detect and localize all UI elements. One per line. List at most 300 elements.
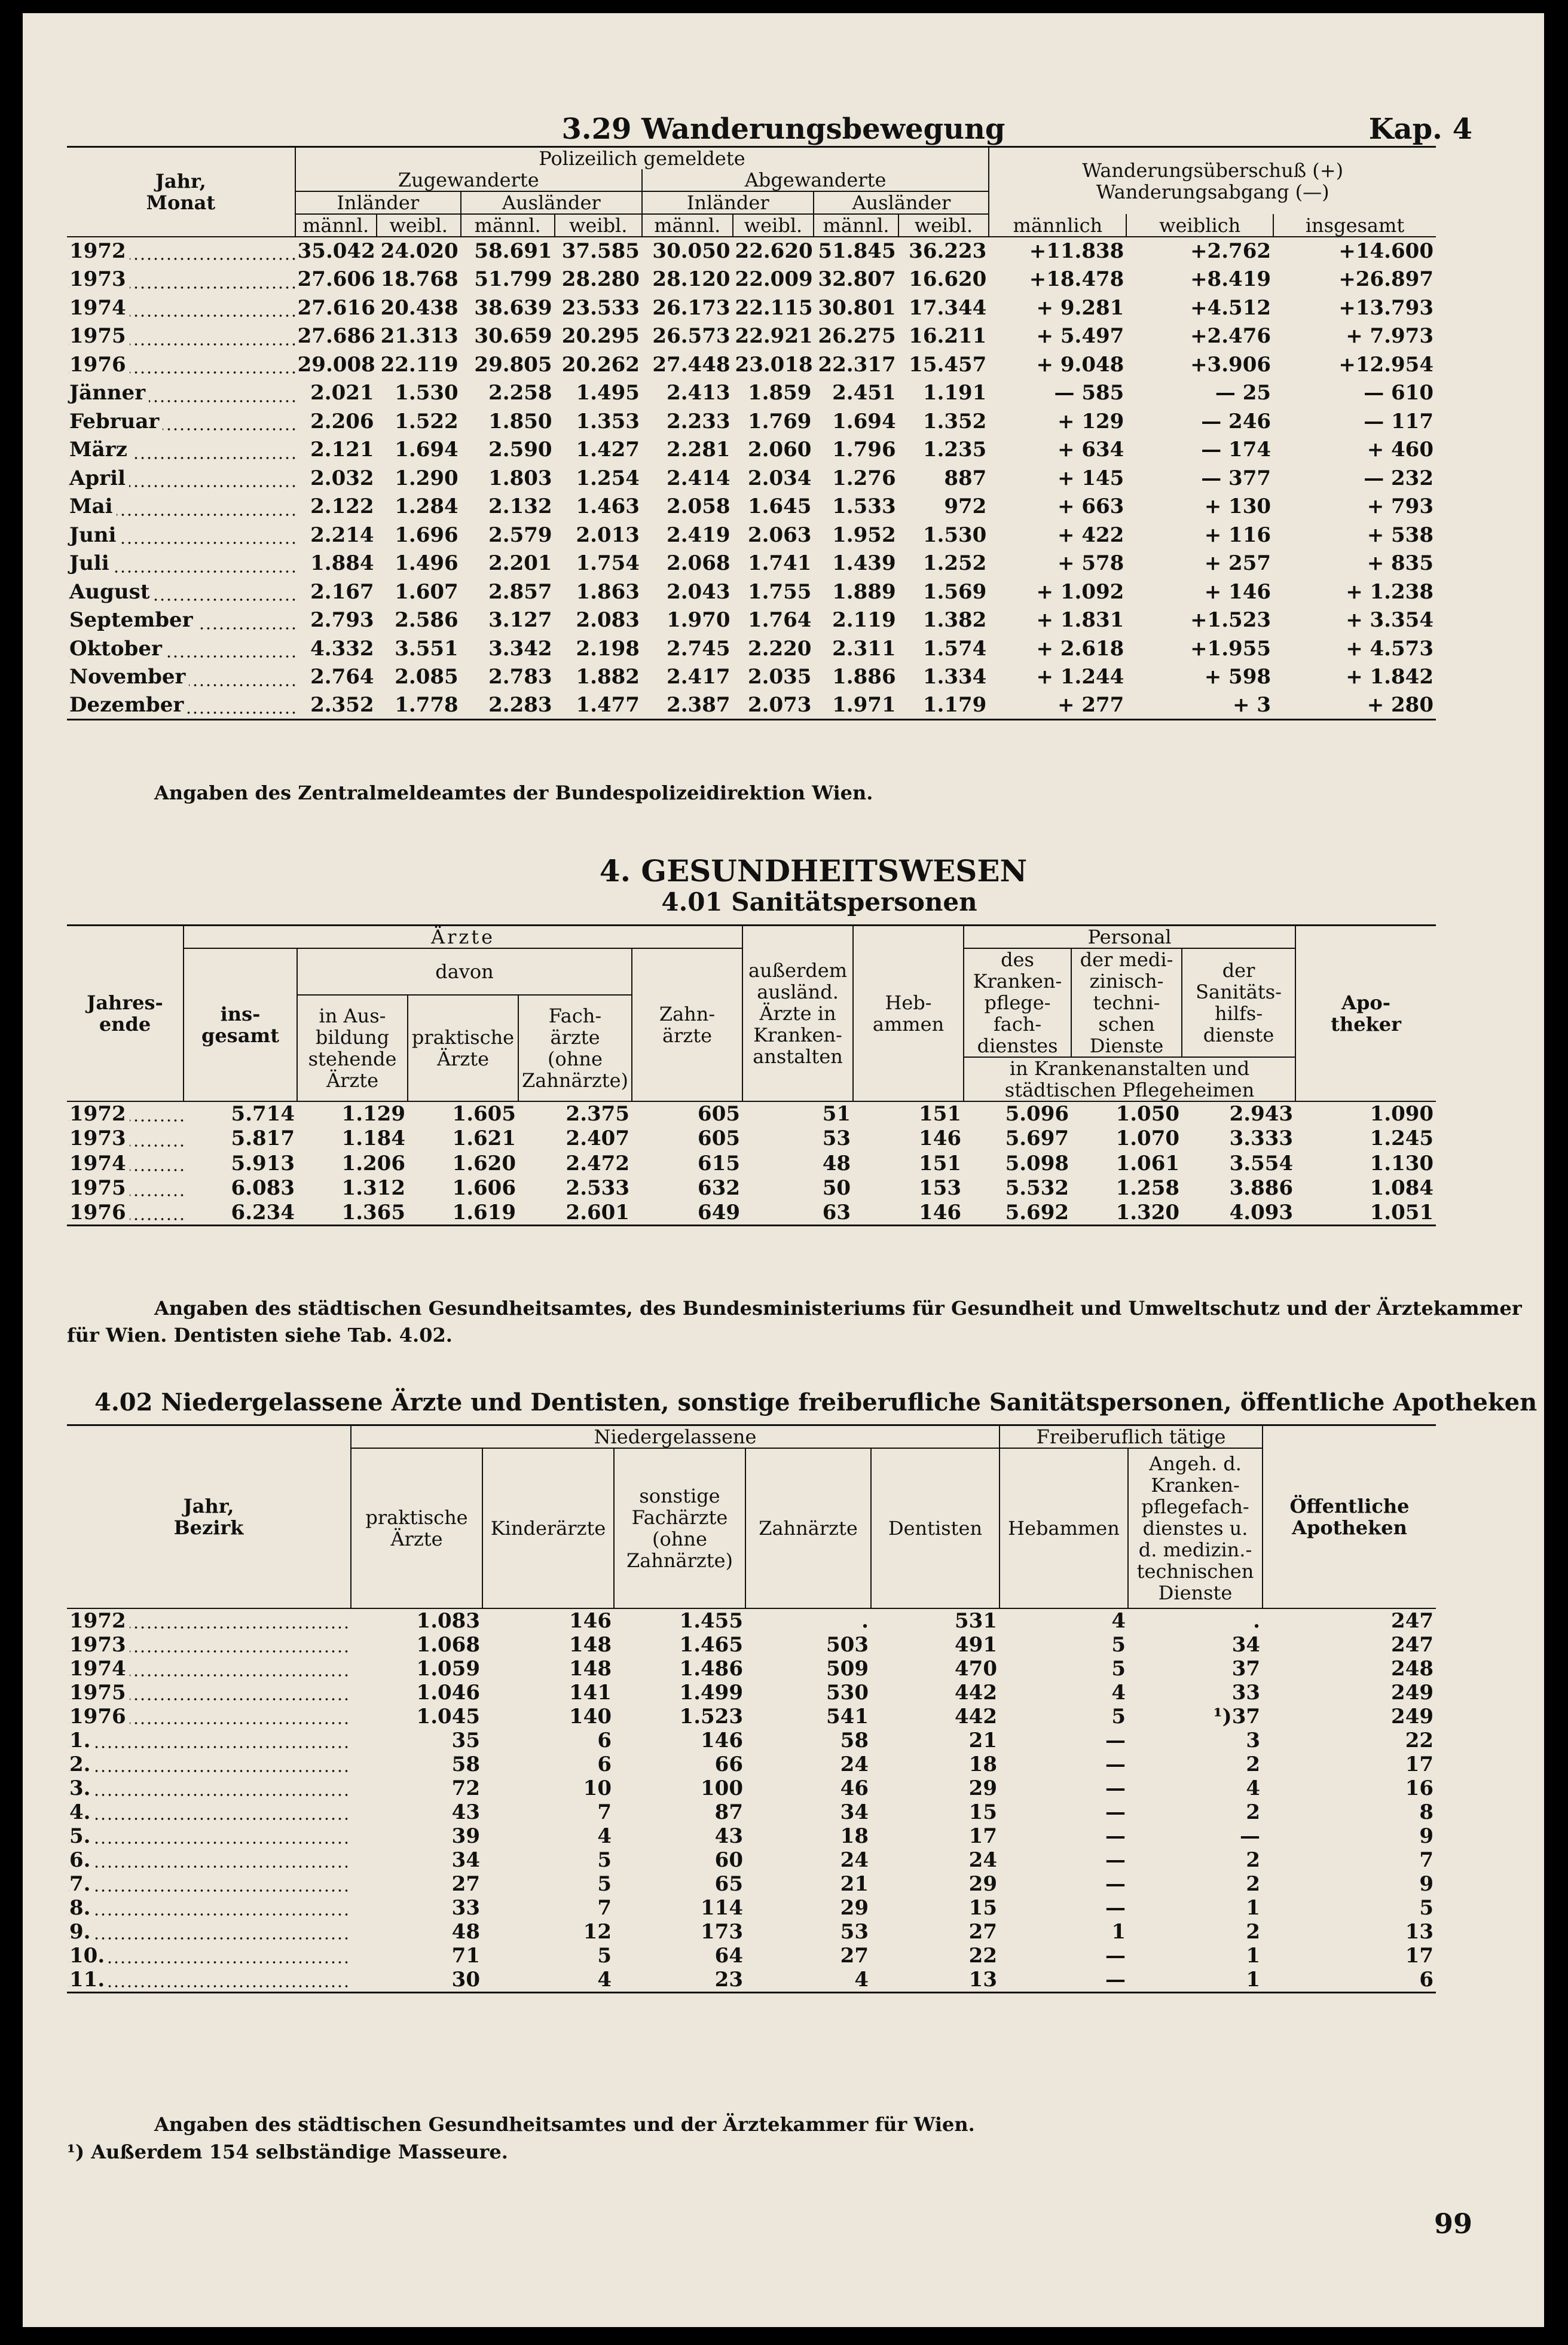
header-ueberschuss: Wanderungsüberschuß (+) Wanderungsabgang (—) (989, 147, 1436, 215)
cell: +2.762 (1190, 239, 1271, 264)
table-row (67, 1101, 1436, 1126)
cell: 2.387 (667, 693, 730, 717)
cell: 3.551 (395, 636, 459, 661)
cell: 2.413 (667, 381, 730, 405)
cell: + 146 (1204, 579, 1271, 604)
header-zahn: Zahnärzte (745, 1448, 871, 1608)
cell: 1.605 (452, 1102, 516, 1126)
table-title: 3.29 Wanderungsbewegung (561, 112, 1005, 146)
cell: 4 (854, 1968, 869, 1992)
row-label (67, 1848, 351, 1872)
row-label-text: 6. (69, 1848, 94, 1872)
row-label-text: 1974 (69, 1152, 130, 1175)
cell: 60 (714, 1848, 743, 1872)
table-title-402: 4.02 Niedergelassene Ärzte und Dentisten, sonstige freiberufliche Sanitätspersonen, öffentliche Apotheken (94, 1388, 1538, 1416)
cell: — (1240, 1824, 1261, 1848)
cell: 2.233 (667, 409, 730, 433)
cell: 2.058 (667, 494, 730, 519)
cell: 1.696 (395, 523, 459, 547)
cell: +13.793 (1338, 295, 1433, 320)
cell: 65 (714, 1872, 743, 1896)
cell: 249 (1391, 1681, 1434, 1705)
cell: 2.414 (667, 466, 730, 490)
cell: 17 (1405, 1752, 1434, 1776)
cell: 972 (944, 494, 987, 519)
cell: 1.619 (452, 1201, 516, 1225)
row-label (67, 1681, 351, 1705)
cell: 2.281 (667, 438, 730, 462)
cell: 5.913 (231, 1151, 295, 1175)
cell: — (1105, 1968, 1126, 1992)
cell: + 5.497 (1036, 324, 1124, 349)
row-label (67, 549, 295, 578)
table-row (67, 265, 1436, 294)
header-praktische: praktische Ärzte (408, 995, 518, 1101)
row-label-text: 1974 (69, 1657, 130, 1681)
cell: 1.059 (416, 1657, 480, 1681)
row-label-text: 1973 (69, 1126, 130, 1150)
table-row (67, 1968, 1436, 1993)
cell: 531 (955, 1609, 997, 1633)
cell: 1.530 (922, 523, 987, 547)
cell: 5.096 (1005, 1102, 1069, 1126)
cell: 1.179 (922, 693, 987, 717)
cell: — 25 (1215, 381, 1271, 405)
cell: 6 (1419, 1968, 1434, 1992)
cell: +11.838 (1029, 239, 1124, 264)
cell: — 610 (1364, 381, 1433, 405)
cell: — (1105, 1896, 1126, 1920)
cell: 2.214 (310, 523, 374, 547)
cell: 29.805 (474, 352, 552, 377)
cell: 21 (968, 1729, 997, 1752)
table-row (67, 1776, 1436, 1800)
cell: 22.317 (818, 352, 896, 377)
cell: 151 (919, 1102, 962, 1126)
cell: 22.009 (735, 267, 813, 292)
cell: 141 (569, 1681, 612, 1705)
cell: + 1.842 (1346, 665, 1433, 689)
header-inlaender: Inländer (295, 191, 461, 214)
cell: 1 (1246, 1968, 1261, 1992)
cell: 13 (1405, 1920, 1434, 1944)
cell: 2.035 (747, 665, 812, 689)
table-row (67, 1824, 1436, 1848)
cell: 22.921 (735, 324, 813, 349)
cell: 1.620 (452, 1151, 516, 1175)
row-label (67, 1201, 184, 1226)
cell: 1.084 (1370, 1176, 1434, 1201)
table-row (67, 407, 1436, 436)
cell: 1.455 (679, 1609, 743, 1633)
cell: + 1.831 (1036, 608, 1124, 633)
row-label (67, 1657, 351, 1681)
page-header (23, 109, 1544, 145)
cell: 3.554 (1229, 1151, 1294, 1175)
cell: 63 (822, 1201, 851, 1225)
table-row (67, 663, 1436, 692)
row-label (67, 1800, 351, 1824)
cell: 1.522 (395, 409, 459, 433)
cell: 6.234 (231, 1201, 295, 1225)
cell: 491 (955, 1633, 997, 1657)
cell: 16 (1405, 1776, 1434, 1800)
cell: 1.754 (576, 551, 640, 576)
cell: 1.606 (452, 1176, 516, 1201)
cell: 27.686 (297, 324, 375, 349)
table-row (67, 521, 1436, 549)
cell: 1.258 (1115, 1176, 1180, 1201)
cell: 100 (701, 1776, 743, 1800)
cell: 5 (597, 1848, 612, 1872)
cell: 1.068 (416, 1633, 480, 1657)
cell: 509 (826, 1657, 869, 1681)
cell: 48 (822, 1151, 851, 1175)
cell: 1.755 (747, 579, 812, 604)
cell: 1.312 (341, 1176, 405, 1201)
row-label (67, 1101, 184, 1126)
cell: 1.439 (832, 551, 896, 576)
cell: 148 (569, 1657, 612, 1681)
row-label (67, 1776, 351, 1800)
cell: + 1.092 (1036, 579, 1124, 604)
cell: 1.859 (747, 381, 812, 405)
row-label (67, 1608, 351, 1633)
header-fach: Fach- ärzte (ohne Zahnärzte) (518, 995, 632, 1101)
header-freiberuflich: Freiberuflich tätige (1000, 1425, 1263, 1449)
cell: 2.258 (488, 381, 552, 405)
cell: 4.093 (1229, 1201, 1294, 1225)
cell: 5 (1419, 1896, 1434, 1920)
cell: 15 (968, 1896, 997, 1920)
row-label-text: November (69, 665, 189, 689)
cell: 442 (955, 1705, 997, 1729)
header-insgesamt: insgesamt (1273, 214, 1436, 237)
cell: 1.952 (832, 523, 896, 547)
table-note-1: Angaben des städtischen Gesundheitsamtes und der Ärztekammer für Wien. (154, 2113, 975, 2136)
cell: 24 (840, 1848, 869, 1872)
row-label-text: 4. (69, 1800, 94, 1824)
cell: 503 (826, 1633, 869, 1657)
cell: 18 (968, 1752, 997, 1776)
cell: 1.365 (341, 1201, 405, 1225)
cell: 1.252 (922, 551, 987, 576)
cell: 50 (822, 1176, 851, 1201)
cell: 9 (1419, 1872, 1434, 1896)
cell: 541 (826, 1705, 869, 1729)
cell: 13 (968, 1968, 997, 1992)
cell: 1.184 (341, 1126, 405, 1151)
cell: 3 (1246, 1729, 1261, 1752)
row-label-text: 1976 (69, 1705, 130, 1729)
cell: 64 (714, 1944, 743, 1968)
cell: + 9.281 (1036, 295, 1124, 320)
header-hebammen: Hebammen (1000, 1448, 1128, 1608)
cell: 1.886 (832, 665, 896, 689)
cell: 23.018 (735, 352, 813, 377)
cell: 2 (1246, 1848, 1261, 1872)
cell: 34 (1231, 1633, 1261, 1657)
cell: 2.060 (747, 438, 812, 462)
row-label-text: Jänner (69, 381, 149, 405)
cell: + 130 (1204, 494, 1271, 519)
cell: 442 (955, 1681, 997, 1705)
cell: + 578 (1057, 551, 1124, 576)
header-weibl: weibl. (555, 214, 642, 237)
cell: 8 (1419, 1800, 1434, 1824)
cell: — (1105, 1944, 1126, 1968)
cell: 1.569 (922, 579, 987, 604)
table-row (67, 237, 1436, 265)
cell: 1.320 (1115, 1201, 1180, 1225)
cell: 173 (701, 1920, 743, 1944)
row-label (67, 1872, 351, 1896)
cell: + 422 (1057, 523, 1124, 547)
cell: 1.850 (488, 409, 552, 433)
migration-table (67, 146, 1436, 720)
row-label-text: 1. (69, 1729, 94, 1752)
cell: 1.694 (395, 438, 459, 462)
cell: 605 (698, 1102, 741, 1126)
table-row (67, 1800, 1436, 1824)
cell: 23.533 (561, 295, 640, 320)
cell: 1.382 (922, 608, 987, 633)
cell: 2.745 (667, 636, 730, 661)
table-note: Angaben des Zentralmeldeamtes der Bundespolizeidirektion Wien. (154, 781, 873, 804)
cell: — 232 (1364, 466, 1433, 490)
row-label-text: 2. (69, 1752, 94, 1776)
cell: 24 (840, 1752, 869, 1776)
table-row (67, 436, 1436, 465)
cell: 26.173 (652, 295, 730, 320)
cell: 2.063 (747, 523, 812, 547)
cell: + 9.048 (1036, 352, 1124, 377)
cell: 5 (1111, 1705, 1126, 1729)
cell: 2.407 (566, 1126, 629, 1151)
cell: 5.692 (1005, 1201, 1069, 1225)
table-row (67, 464, 1436, 493)
cell: ¹)37 (1213, 1705, 1261, 1729)
row-label-text: Februar (69, 410, 163, 433)
header-inlaender: Inländer (642, 191, 814, 214)
cell: 28.120 (652, 267, 730, 292)
cell: 2.119 (832, 608, 896, 633)
cell: — (1105, 1800, 1126, 1824)
cell: + 116 (1204, 523, 1271, 547)
header-auslaender: Ausländer (814, 191, 989, 214)
cell: 17.344 (909, 295, 987, 320)
cell: 2.206 (310, 409, 374, 433)
cell: 22 (1405, 1729, 1434, 1752)
cell: — 174 (1201, 438, 1271, 462)
cell: 1 (1246, 1944, 1261, 1968)
cell: 23 (714, 1968, 743, 1992)
header-weiblich: weiblich (1126, 214, 1273, 237)
cell: 37 (1231, 1657, 1261, 1681)
cell: 146 (701, 1729, 743, 1752)
cell: 1.530 (395, 381, 459, 405)
cell: 1 (1111, 1920, 1126, 1944)
cell: 1.284 (395, 494, 459, 519)
cell: +26.897 (1338, 267, 1433, 292)
header-maennl: männl. (295, 214, 377, 237)
row-label (67, 1633, 351, 1657)
header-auslaender: Ausländer (461, 191, 642, 214)
cell: 1.130 (1370, 1151, 1434, 1175)
cell: + 7.973 (1346, 324, 1433, 349)
cell: 16.211 (909, 324, 987, 349)
cell: + 129 (1057, 409, 1124, 433)
row-label (67, 1896, 351, 1920)
cell: 5.714 (231, 1102, 295, 1126)
row-label-text: 11. (69, 1968, 108, 1992)
row-label (67, 322, 295, 351)
cell: 1.741 (747, 551, 812, 576)
row-label-text: 1972 (69, 1609, 130, 1633)
table-row (67, 1633, 1436, 1657)
header-polizeilich: Polizeilich gemeldete (295, 147, 989, 170)
header-apotheken: Öffentliche Apotheken (1263, 1425, 1436, 1609)
cell: 22 (968, 1944, 997, 1968)
table-row (67, 1176, 1436, 1201)
row-label (67, 1968, 351, 1993)
cell: 5.532 (1005, 1176, 1069, 1201)
cell: 2.375 (566, 1102, 629, 1126)
header-year: Jahr, Monat (146, 170, 216, 214)
cell: 2.601 (566, 1201, 629, 1225)
header-inkranken: in Krankenanstalten und städtischen Pflegeheimen (964, 1057, 1295, 1101)
cell: . (1253, 1609, 1261, 1633)
row-label-text: September (69, 608, 197, 632)
header-maennlich: männlich (989, 214, 1126, 237)
row-label-text: 1973 (69, 267, 130, 291)
page-number: 99 (1433, 2207, 1472, 2240)
cell: — 377 (1201, 466, 1271, 490)
cell: 48 (451, 1920, 480, 1944)
row-label (67, 265, 295, 294)
cell: 43 (714, 1824, 743, 1848)
row-label (67, 407, 295, 436)
cell: 58 (840, 1729, 869, 1752)
cell: 1.235 (922, 438, 987, 462)
row-label-text: 1973 (69, 1633, 130, 1657)
cell: 26.573 (652, 324, 730, 349)
cell: 22.119 (380, 352, 459, 377)
cell: 15 (968, 1800, 997, 1824)
cell: 21 (840, 1872, 869, 1896)
section-subtitle: 4.01 Sanitätspersonen (661, 887, 977, 917)
cell: 247 (1391, 1609, 1434, 1633)
cell: 17 (1405, 1944, 1434, 1968)
cell: + 460 (1367, 438, 1433, 462)
row-label-text: 5. (69, 1824, 94, 1848)
table-row (67, 322, 1436, 351)
cell: — 246 (1201, 409, 1271, 433)
cell: 39 (451, 1824, 480, 1848)
table-row (67, 1608, 1436, 1633)
row-label-text: 1972 (69, 239, 130, 263)
row-label (67, 237, 295, 265)
cell: 3.127 (488, 608, 552, 633)
cell: 2.167 (310, 579, 374, 604)
cell: 7 (1419, 1848, 1434, 1872)
table-row (67, 350, 1436, 379)
table-row (67, 634, 1436, 663)
cell: 1.778 (395, 693, 459, 717)
header-apotheker: Apo- theker (1295, 926, 1436, 1102)
cell: 20.438 (380, 295, 459, 320)
cell: 530 (826, 1681, 869, 1705)
cell: 2.220 (747, 636, 812, 661)
cell: 151 (919, 1151, 962, 1175)
cell: + 280 (1367, 693, 1433, 717)
row-label (67, 1176, 184, 1201)
cell: +1.955 (1190, 636, 1271, 661)
header-aerzte: Ärzte (184, 926, 742, 949)
header-insgesamt: ins- gesamt (184, 948, 297, 1101)
cell: 2.073 (747, 693, 812, 717)
cell: + 4.573 (1346, 636, 1433, 661)
cell: 2.283 (488, 693, 552, 717)
cell: 140 (569, 1705, 612, 1729)
cell: 2.122 (310, 494, 374, 519)
row-label-text: Juli (69, 551, 113, 575)
cell: 2.579 (488, 523, 552, 547)
row-label-text: 1972 (69, 1102, 130, 1126)
cell: + 3.354 (1346, 608, 1433, 633)
cell: 4 (597, 1968, 612, 1992)
cell: 5 (1111, 1633, 1126, 1657)
row-label (67, 606, 295, 635)
cell: 1.533 (832, 494, 896, 519)
table-row (67, 549, 1436, 578)
cell: 153 (919, 1176, 962, 1201)
cell: 2.083 (576, 608, 640, 633)
cell: 1.050 (1115, 1102, 1180, 1126)
cell: 38.639 (474, 295, 552, 320)
cell: +18.478 (1029, 267, 1124, 292)
row-label (67, 464, 295, 493)
header-jahr: Jahr, Bezirk (173, 1495, 244, 1539)
row-label-text: 1975 (69, 1681, 130, 1705)
cell: 2.472 (566, 1151, 629, 1175)
cell: — (1105, 1752, 1126, 1776)
cell: 2.783 (488, 665, 552, 689)
table-row (67, 1201, 1436, 1226)
cell: 5 (1111, 1657, 1126, 1681)
cell: 36.223 (909, 239, 987, 264)
cell: + 835 (1367, 551, 1433, 576)
cell: 1.796 (832, 438, 896, 462)
cell: 16.620 (909, 267, 987, 292)
cell: +1.523 (1190, 608, 1271, 633)
cell: 29 (840, 1896, 869, 1920)
cell: 2.013 (576, 523, 640, 547)
cell: + 538 (1367, 523, 1433, 547)
row-label-text: Mai (69, 494, 117, 518)
header-weibl: weibl. (898, 214, 989, 237)
row-label (67, 379, 295, 408)
header-davon: davon (297, 948, 632, 995)
cell: 5 (597, 1872, 612, 1896)
row-label (67, 493, 295, 521)
cell: 2.085 (395, 665, 459, 689)
header-maennl: männl. (814, 214, 898, 237)
cell: 1.276 (832, 466, 896, 490)
cell: 2 (1246, 1800, 1261, 1824)
row-label (67, 1944, 351, 1968)
cell: + 277 (1057, 693, 1124, 717)
